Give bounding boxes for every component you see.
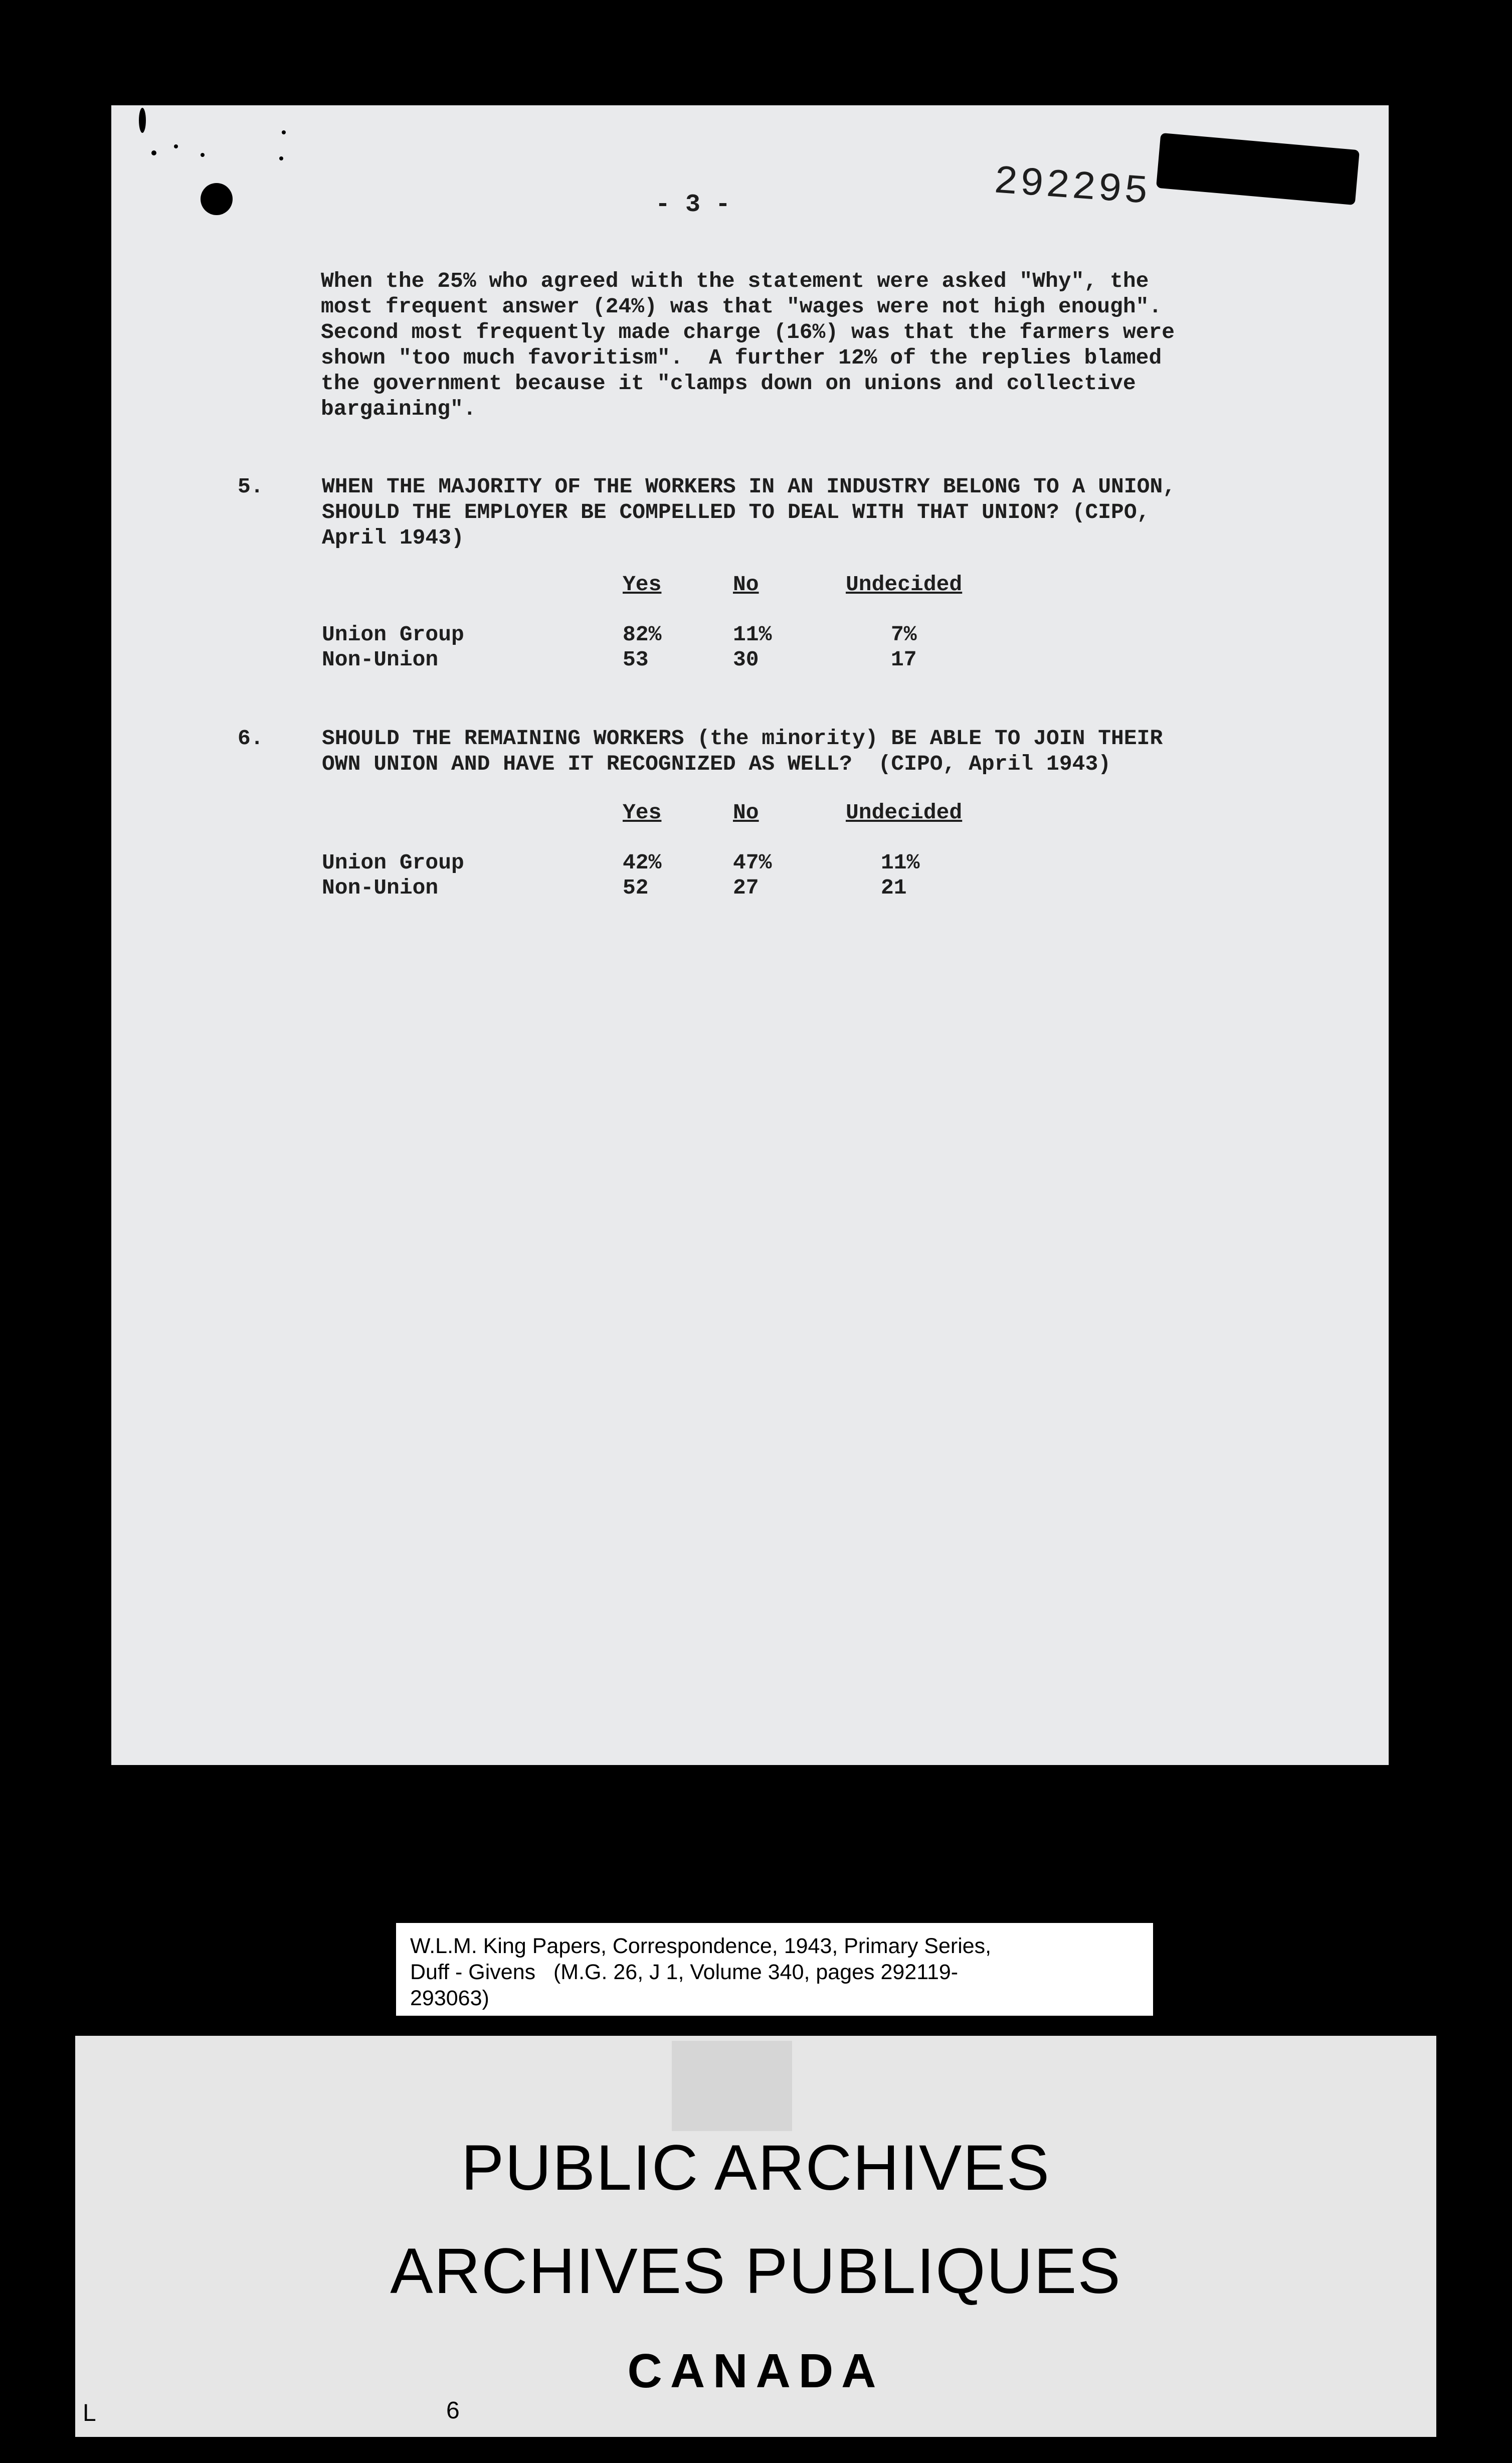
row-label: Union Group [322, 622, 464, 647]
cell-no: 11% [733, 622, 772, 647]
document-id: 292295 [992, 159, 1152, 216]
cell-undecided: 21 [881, 875, 907, 900]
column-header-yes: Yes [623, 800, 662, 825]
column-header-no: No [733, 800, 759, 825]
speck [282, 130, 286, 134]
row-label: Union Group [322, 850, 464, 875]
question-line: SHOULD THE EMPLOYER BE COMPELLED TO DEAL WITH THAT UNION? (CIPO, [322, 500, 1150, 524]
row-label: Non-Union [322, 875, 439, 900]
banner-line-english: PUBLIC ARCHIVES [461, 2132, 1051, 2204]
banner-line-country: CANADA [627, 2344, 884, 2398]
speck [201, 153, 205, 157]
corner-mark: L [83, 2400, 96, 2426]
archives-banner [75, 2036, 1436, 2437]
question-line: SHOULD THE REMAINING WORKERS (the minority) BE ABLE TO JOIN THEIR [322, 726, 1163, 751]
question-line: WHEN THE MAJORITY OF THE WORKERS IN AN INDUSTRY BELONG TO A UNION, [322, 474, 1176, 499]
column-header-no: No [733, 572, 759, 597]
caption-line: 293063) [410, 1986, 489, 2010]
speck [279, 156, 283, 160]
intro-paragraph [321, 268, 1273, 422]
cell-no: 30 [733, 647, 759, 672]
paragraph-line: the government because it "clamps down on unions and collective [321, 371, 1136, 396]
paragraph-line: shown "too much favoritism". A further 12% of the replies blamed [321, 345, 1162, 370]
question-5 [238, 474, 1304, 551]
question-line: April 1943) [322, 525, 464, 550]
cell-no: 27 [733, 875, 759, 900]
cell-yes: 52 [623, 875, 649, 900]
caption-line: Duff - Givens (M.G. 26, J 1, Volume 340, pages 292119- [410, 1960, 959, 1984]
document-page [111, 105, 1389, 1765]
paragraph-line: most frequent answer (24%) was that "wages were not high enough". [321, 294, 1162, 319]
cell-undecided: 17 [891, 647, 917, 672]
caption-line: W.L.M. King Papers, Correspondence, 1943, Primary Series, [410, 1934, 992, 1958]
speck [174, 144, 178, 148]
paragraph-line: Second most frequently made charge (16%) was that the farmers were [321, 320, 1175, 344]
cell-no: 47% [733, 850, 772, 875]
paragraph-line: When the 25% who agreed with the statement were asked "Why", the [321, 269, 1149, 293]
results-table-5 [322, 572, 1224, 687]
question-number: 6. [238, 726, 264, 751]
tape-mark [1156, 133, 1360, 205]
banner-line-french: ARCHIVES PUBLIQUES [390, 2235, 1121, 2307]
column-header-undecided: Undecided [846, 572, 963, 597]
question-6 [238, 726, 1304, 777]
column-header-yes: Yes [623, 572, 662, 597]
cell-yes: 82% [623, 622, 662, 647]
paragraph-line: bargaining". [321, 397, 476, 421]
column-header-undecided: Undecided [846, 800, 963, 825]
smudge [672, 2041, 792, 2131]
cell-yes: 42% [623, 850, 662, 875]
results-table-6 [322, 800, 1224, 915]
row-label: Non-Union [322, 647, 439, 672]
speck [151, 150, 156, 155]
edge-mark [139, 108, 146, 133]
question-number: 5. [238, 474, 264, 499]
question-text [322, 474, 1304, 551]
question-text [322, 726, 1304, 777]
cell-undecided: 11% [881, 850, 920, 875]
cell-yes: 53 [623, 647, 649, 672]
page-number: - 3 - [655, 191, 731, 219]
punch-hole [201, 183, 233, 215]
cell-undecided: 7% [891, 622, 917, 647]
archive-caption [396, 1923, 1153, 2016]
corner-mark: 6 [446, 2397, 460, 2424]
question-line: OWN UNION AND HAVE IT RECOGNIZED AS WELL? (CIPO, April 1943) [322, 752, 1111, 776]
